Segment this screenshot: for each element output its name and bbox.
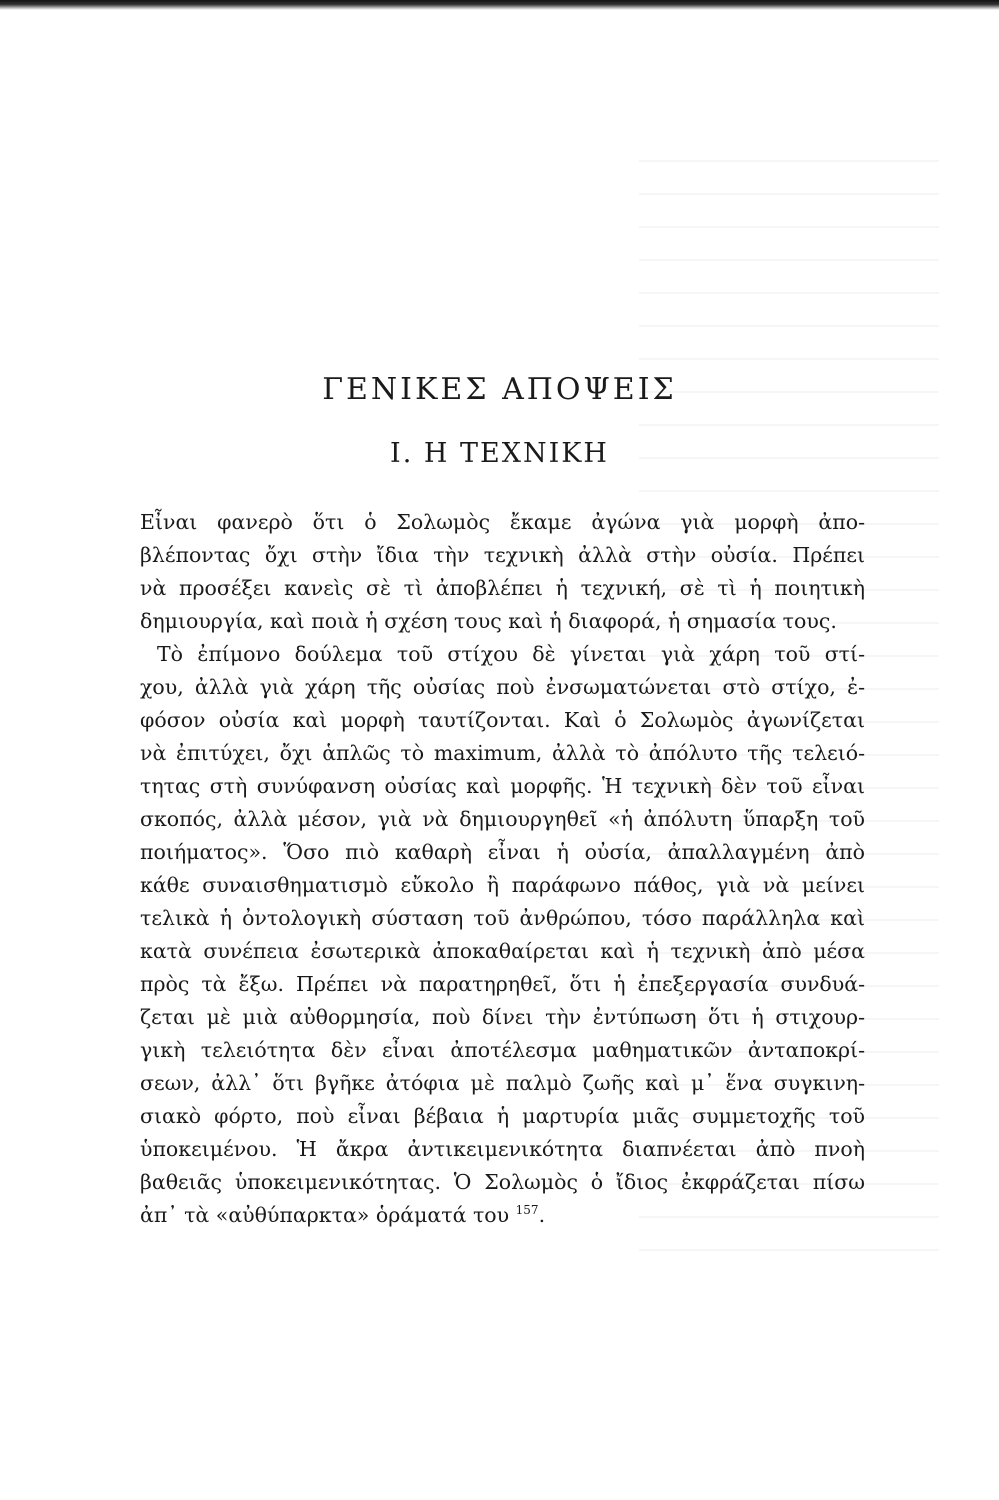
text-line: σιακὸ φόρτο, ποὺ εἶναι βέβαια ἡ μαρτυρία μιᾶς συμμετοχῆς τοῦ — [140, 1104, 865, 1128]
text-line: τητας στὴ συνύφανση οὐσίας καὶ μορφῆς. Ἡ τεχνικὴ δὲν τοῦ εἶναι — [140, 774, 865, 798]
text-line: ποιήματος». Ὅσο πιὸ καθαρὴ εἶναι ἡ οὐσία, ἀπαλλαγμένη ἀπὸ — [140, 840, 865, 864]
text-line: νὰ προσέξει κανεὶς σὲ τὶ ἀποβλέπει ἡ τεχνική, σὲ τὶ ἡ ποιητικὴ — [140, 576, 865, 600]
text-line: σκοπός, ἀλλὰ μέσον, γιὰ νὰ δημιουργηθεῖ «ἡ ἀπόλυτη ὕπαρξη τοῦ — [140, 807, 865, 831]
text-line: βλέποντας ὄχι στὴν ἴδια τὴν τεχνικὴ ἀλλὰ στὴν οὐσία. Πρέπει — [140, 543, 865, 567]
text-line: πρὸς τὰ ἔξω. Πρέπει νὰ παρατηρηθεῖ, ὅτι ἡ ἐπεξεργασία συνδυά- — [140, 972, 865, 996]
final-line-text: ἀπ᾽ τὰ «αὐθύπαρκτα» ὁράματά του — [140, 1203, 510, 1227]
text-line: ζεται μὲ μιὰ αὐθορμησία, ποὺ δίνει τὴν ἐντύπωση ὅτι ἡ στιχουρ- — [140, 1005, 865, 1029]
text-line: γικὴ τελειότητα δὲν εἶναι ἀποτέλεσμα μαθηματικῶν ἀνταποκρί- — [140, 1038, 865, 1062]
body-text — [140, 506, 865, 1232]
text-line: Τὸ ἐπίμονο δούλεμα τοῦ στίχου δὲ γίνεται γιὰ χάρη τοῦ στί- — [157, 642, 865, 666]
text-line: τελικὰ ἡ ὀντολογικὴ σύσταση τοῦ ἀνθρώπου, τόσο παράλληλα καὶ — [140, 906, 865, 930]
chapter-title: ΓΕΝΙΚΕΣ ΑΠΟΨΕΙΣ — [322, 372, 677, 407]
text-line: χου, ἀλλὰ γιὰ χάρη τῆς οὐσίας ποὺ ἐνσωματώνεται στὸ στίχο, ἐ- — [140, 675, 865, 699]
section-title: I. Η ΤΕΧΝΙΚΗ — [390, 438, 609, 469]
text-line: ὑποκειμένου. Ἡ ἄκρα ἀντικειμενικότητα διαπνέεται ἀπὸ πνοὴ — [140, 1137, 865, 1161]
scan-top-edge — [0, 0, 999, 10]
text-line: βαθειᾶς ὑποκειμενικότητας. Ὁ Σολωμὸς ὁ ἴδιος ἐκφράζεται πίσω — [140, 1170, 865, 1194]
text-line: κατὰ συνέπεια ἐσωτερικὰ ἀποκαθαίρεται καὶ ἡ τεχνικὴ ἀπὸ μέσα — [140, 939, 865, 963]
text-line: φόσον οὐσία καὶ μορφὴ ταυτίζονται. Καὶ ὁ Σολωμὸς ἀγωνίζεται — [140, 708, 865, 732]
text-line: Εἶναι φανερὸ ὅτι ὁ Σολωμὸς ἔκαμε ἀγώνα γιὰ μορφὴ ἀπο- — [140, 510, 865, 534]
text-line: δημιουργία, καὶ ποιὰ ἡ σχέση τους καὶ ἡ διαφορά, ἡ σημασία τους. — [140, 609, 837, 633]
final-period: . — [538, 1203, 546, 1227]
text-line-final — [140, 1199, 865, 1232]
text-line: κάθε συναισθηματισμὸ εὔκολο ἢ παράφωνο πάθος, γιὰ νὰ μείνει — [140, 873, 865, 897]
text-line: νὰ ἐπιτύχει, ὄχι ἁπλῶς τὸ maximum, ἀλλὰ τὸ ἀπόλυτο τῆς τελειό- — [140, 741, 865, 765]
footnote-reference[interactable]: 157 — [515, 1203, 539, 1218]
text-line: σεων, ἀλλ᾽ ὅτι βγῆκε ἀτόφια μὲ παλμὸ ζωῆς καὶ μ᾽ ἕνα συγκινη- — [140, 1071, 865, 1095]
